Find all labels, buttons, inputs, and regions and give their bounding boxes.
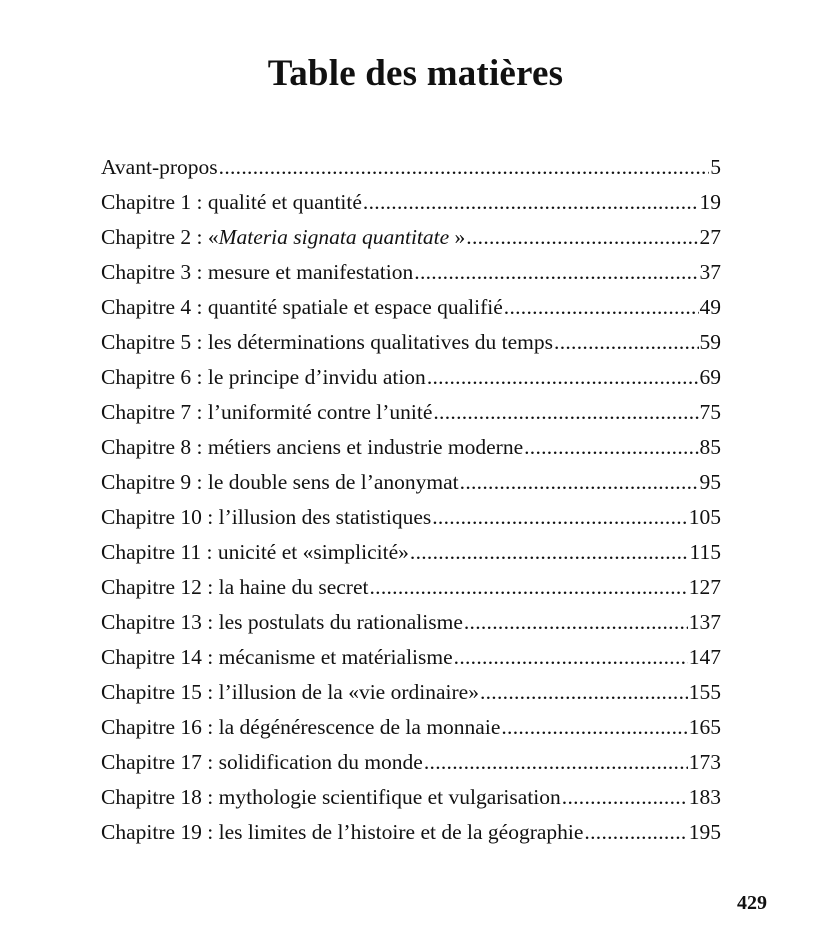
toc-entry-label — [101, 640, 453, 675]
dot-leader — [454, 640, 688, 675]
toc-entry-page: 95 — [699, 470, 721, 494]
dot-leader — [427, 360, 699, 395]
toc-entry-page: 75 — [699, 400, 721, 424]
toc-entry — [101, 395, 721, 430]
toc-entry — [101, 780, 721, 815]
dot-leader — [554, 325, 698, 360]
toc-entry — [101, 430, 721, 465]
toc-entry-label — [101, 535, 409, 570]
dot-leader — [460, 465, 699, 500]
toc-entry-label — [101, 220, 465, 255]
toc-entry-page: 195 — [688, 820, 721, 844]
toc-entry-page: 127 — [688, 575, 721, 599]
toc-entry-text: Chapitre 9 : le double sens de l’anonymat — [101, 470, 459, 494]
toc-entry — [101, 640, 721, 675]
toc-entry — [101, 255, 721, 290]
toc-entry-label — [101, 465, 459, 500]
toc-entry-label — [101, 745, 423, 780]
toc-entry — [101, 710, 721, 745]
toc-entry-page: 173 — [688, 750, 721, 774]
toc-entry-page: 155 — [688, 680, 721, 704]
toc-entry-label — [101, 605, 463, 640]
toc-entry — [101, 605, 721, 640]
dot-leader — [424, 745, 688, 780]
toc-entry-text: Chapitre 12 : la haine du secret — [101, 575, 369, 599]
toc-entry — [101, 185, 721, 220]
dot-leader — [219, 150, 710, 185]
dot-leader — [464, 605, 688, 640]
toc-entry-text: Chapitre 6 : le principe d’invidu ation — [101, 365, 426, 389]
toc-entry-label — [101, 325, 553, 360]
toc-entry-text: Chapitre 18 : mythologie scientifique et vulgarisation — [101, 785, 561, 809]
toc-entry — [101, 150, 721, 185]
dot-leader — [414, 255, 698, 290]
toc-entry-page: 85 — [699, 435, 721, 459]
toc-entry-label — [101, 255, 413, 290]
table-of-contents — [101, 150, 721, 850]
toc-entry-page: 5 — [710, 155, 721, 179]
toc-entry-label — [101, 570, 368, 605]
toc-entry-text: Chapitre 7 : l’uniformité contre l’unité — [101, 400, 433, 424]
toc-entry-text: Chapitre 13 : les postulats du rationalisme — [101, 610, 463, 634]
toc-entry-label — [101, 815, 583, 850]
dot-leader — [466, 220, 698, 255]
dot-leader — [432, 500, 688, 535]
toc-entry-text: Chapitre 11 : unicité et «simplicité» — [101, 540, 409, 564]
toc-entry-page: 115 — [689, 540, 721, 564]
toc-entry — [101, 570, 721, 605]
toc-entry — [101, 465, 721, 500]
dot-leader — [504, 290, 699, 325]
dot-leader — [433, 395, 698, 430]
toc-entry-page: 49 — [699, 295, 721, 319]
toc-entry-page: 59 — [699, 330, 721, 354]
toc-entry — [101, 535, 721, 570]
toc-entry-text: Chapitre 19 : les limites de l’histoire et de la géographie — [101, 820, 584, 844]
toc-entry-label — [101, 290, 503, 325]
toc-entry-text: Avant-propos — [101, 155, 218, 179]
toc-entry-text: Chapitre 3 : mesure et manifestation — [101, 260, 414, 284]
toc-entry-label — [101, 675, 479, 710]
toc-entry — [101, 675, 721, 710]
page-title: Table des matières — [267, 53, 564, 94]
toc-entry-label — [101, 360, 426, 395]
toc-entry — [101, 500, 721, 535]
toc-entry — [101, 220, 721, 255]
dot-leader — [584, 815, 687, 850]
toc-entry-page: 27 — [699, 225, 721, 249]
toc-entry-italic-text: Materia signata quantitate — [218, 225, 450, 249]
toc-entry-text: Chapitre 8 : métiers anciens et industrie moderne — [101, 435, 524, 459]
toc-entry-label — [101, 710, 500, 745]
toc-entry-text: Chapitre 2 : « — [101, 225, 219, 249]
toc-entry-label — [101, 430, 523, 465]
toc-entry — [101, 360, 721, 395]
toc-entry-page: 165 — [688, 715, 721, 739]
dot-leader — [369, 570, 687, 605]
toc-entry-text: Chapitre 17 : solidification du monde — [101, 750, 423, 774]
toc-entry-text: Chapitre 15 : l’illusion de la «vie ordinaire» — [101, 680, 479, 704]
toc-entry-text: Chapitre 14 : mécanisme et matérialisme — [101, 645, 453, 669]
toc-entry — [101, 745, 721, 780]
toc-entry-label — [101, 395, 432, 430]
dot-leader — [363, 185, 699, 220]
dot-leader — [480, 675, 688, 710]
toc-entry — [101, 325, 721, 360]
toc-entry-text: Chapitre 1 : qualité et quantité — [101, 190, 362, 214]
toc-entry-label — [101, 185, 362, 220]
toc-entry — [101, 815, 721, 850]
toc-entry-text: Chapitre 10 : l’illusion des statistiques — [101, 505, 432, 529]
toc-entry-text: Chapitre 16 : la dégénérescence de la monnaie — [101, 715, 501, 739]
toc-entry-label — [101, 780, 561, 815]
toc-entry — [101, 290, 721, 325]
dot-leader — [562, 780, 688, 815]
toc-entry-text-suffix: » — [449, 225, 466, 249]
toc-entry-page: 183 — [688, 785, 721, 809]
dot-leader — [501, 710, 687, 745]
toc-entry-label — [101, 500, 431, 535]
toc-entry-text: Chapitre 5 : les déterminations qualitatives du temps — [101, 330, 554, 354]
toc-entry-page: 37 — [699, 260, 721, 284]
toc-entry-text: Chapitre 4 : quantité spatiale et espace qualifié — [101, 295, 503, 319]
page-number: 429 — [737, 892, 767, 914]
dot-leader — [410, 535, 689, 570]
toc-entry-page: 137 — [688, 610, 721, 634]
toc-entry-page: 147 — [688, 645, 721, 669]
toc-entry-page: 19 — [699, 190, 721, 214]
toc-entry-label — [101, 150, 218, 185]
dot-leader — [524, 430, 698, 465]
toc-entry-page: 69 — [699, 365, 721, 389]
toc-entry-page: 105 — [688, 505, 721, 529]
